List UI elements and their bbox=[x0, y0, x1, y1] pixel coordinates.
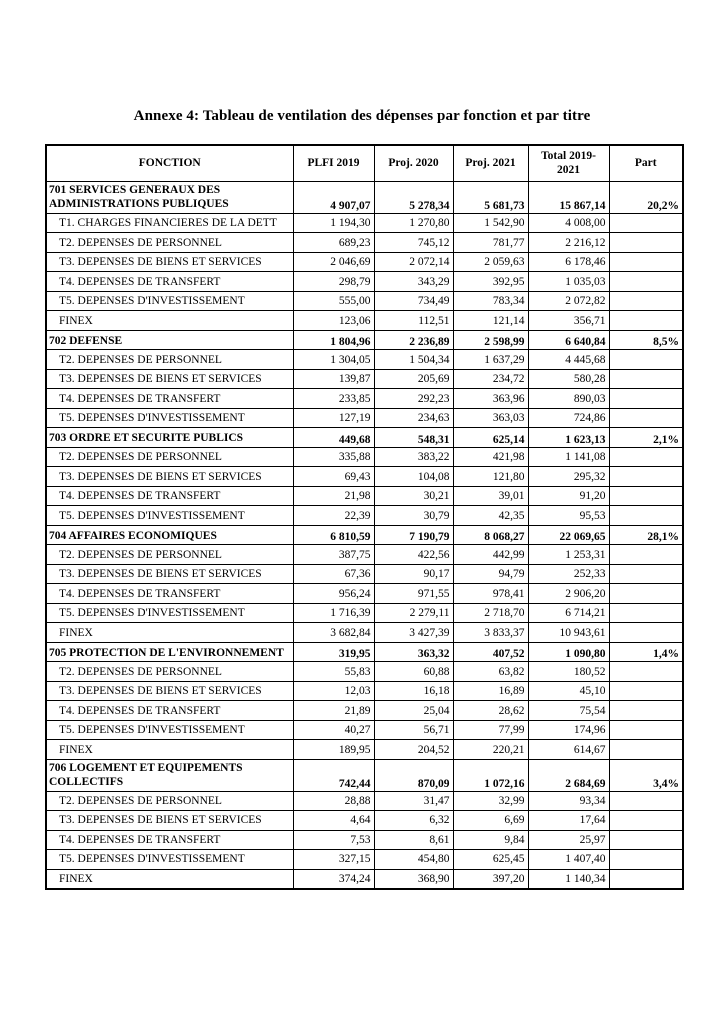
value-plfi-2019: 1 716,39 bbox=[293, 603, 374, 623]
value-part bbox=[609, 701, 683, 721]
value-part bbox=[609, 272, 683, 292]
value-proj-2020: 25,04 bbox=[374, 701, 453, 721]
row-label: T2. DEPENSES DE PERSONNEL bbox=[46, 233, 293, 253]
value-part bbox=[609, 291, 683, 311]
value-total: 25,97 bbox=[528, 830, 609, 850]
value-proj-2021: 978,41 bbox=[453, 584, 528, 604]
value-total: 1 141,08 bbox=[528, 447, 609, 467]
value-part bbox=[609, 869, 683, 889]
value-total: 2 906,20 bbox=[528, 584, 609, 604]
row-label: T5. DEPENSES D'INVESTISSEMENT bbox=[46, 408, 293, 428]
value-proj-2020: 1 270,80 bbox=[374, 213, 453, 233]
value-proj-2020: 7 190,79 bbox=[374, 525, 453, 545]
value-proj-2021: 1 637,29 bbox=[453, 350, 528, 370]
row-label: 703 ORDRE ET SECURITE PUBLICS bbox=[46, 428, 293, 448]
value-proj-2020: 343,29 bbox=[374, 272, 453, 292]
table-row bbox=[46, 850, 683, 870]
value-plfi-2019: 4,64 bbox=[293, 811, 374, 831]
column-header-part: Part bbox=[609, 145, 683, 182]
value-total: 580,28 bbox=[528, 369, 609, 389]
value-proj-2021: 625,45 bbox=[453, 850, 528, 870]
value-part bbox=[609, 681, 683, 701]
table-row bbox=[46, 369, 683, 389]
table-row bbox=[46, 291, 683, 311]
row-label: T2. DEPENSES DE PERSONNEL bbox=[46, 350, 293, 370]
value-proj-2021: 625,14 bbox=[453, 428, 528, 448]
value-part bbox=[609, 811, 683, 831]
value-proj-2021: 63,82 bbox=[453, 662, 528, 682]
row-label: 706 LOGEMENT ET EQUIPEMENTS COLLECTIFS bbox=[46, 759, 293, 791]
value-part bbox=[609, 369, 683, 389]
value-part bbox=[609, 213, 683, 233]
value-plfi-2019: 55,83 bbox=[293, 662, 374, 682]
table-row bbox=[46, 389, 683, 409]
value-plfi-2019: 298,79 bbox=[293, 272, 374, 292]
value-proj-2021: 28,62 bbox=[453, 701, 528, 721]
value-proj-2021: 5 681,73 bbox=[453, 182, 528, 214]
value-plfi-2019: 742,44 bbox=[293, 759, 374, 791]
value-proj-2020: 1 504,34 bbox=[374, 350, 453, 370]
value-proj-2021: 6,69 bbox=[453, 811, 528, 831]
value-total: 4 445,68 bbox=[528, 350, 609, 370]
value-total: 1 035,03 bbox=[528, 272, 609, 292]
value-plfi-2019: 22,39 bbox=[293, 506, 374, 526]
value-proj-2020: 454,80 bbox=[374, 850, 453, 870]
value-proj-2021: 32,99 bbox=[453, 791, 528, 811]
value-plfi-2019: 956,24 bbox=[293, 584, 374, 604]
row-label: T2. DEPENSES DE PERSONNEL bbox=[46, 447, 293, 467]
table-row bbox=[46, 182, 683, 214]
value-total: 2 072,82 bbox=[528, 291, 609, 311]
value-part bbox=[609, 389, 683, 409]
value-plfi-2019: 67,36 bbox=[293, 564, 374, 584]
value-proj-2020: 31,47 bbox=[374, 791, 453, 811]
value-part bbox=[609, 584, 683, 604]
value-proj-2021: 39,01 bbox=[453, 486, 528, 506]
value-proj-2020: 112,51 bbox=[374, 311, 453, 331]
value-total: 2 216,12 bbox=[528, 233, 609, 253]
value-total: 93,34 bbox=[528, 791, 609, 811]
value-proj-2020: 2 279,11 bbox=[374, 603, 453, 623]
table-row bbox=[46, 642, 683, 662]
value-proj-2020: 2 072,14 bbox=[374, 252, 453, 272]
value-proj-2020: 6,32 bbox=[374, 811, 453, 831]
value-plfi-2019: 335,88 bbox=[293, 447, 374, 467]
page-title: Annexe 4: Tableau de ventilation des dépenses par fonction et par titre bbox=[133, 108, 591, 124]
value-total: 1 253,31 bbox=[528, 545, 609, 565]
value-proj-2020: 8,61 bbox=[374, 830, 453, 850]
value-total: 6 178,46 bbox=[528, 252, 609, 272]
value-part bbox=[609, 486, 683, 506]
table-row bbox=[46, 830, 683, 850]
value-proj-2020: 368,90 bbox=[374, 869, 453, 889]
value-plfi-2019: 21,89 bbox=[293, 701, 374, 721]
row-label: 702 DEFENSE bbox=[46, 330, 293, 350]
row-label: T3. DEPENSES DE BIENS ET SERVICES bbox=[46, 252, 293, 272]
value-proj-2020: 30,21 bbox=[374, 486, 453, 506]
row-label: T2. DEPENSES DE PERSONNEL bbox=[46, 545, 293, 565]
value-total: 45,10 bbox=[528, 681, 609, 701]
value-proj-2020: 292,23 bbox=[374, 389, 453, 409]
row-label: T4. DEPENSES DE TRANSFERT bbox=[46, 701, 293, 721]
value-plfi-2019: 387,75 bbox=[293, 545, 374, 565]
value-plfi-2019: 139,87 bbox=[293, 369, 374, 389]
table-row bbox=[46, 623, 683, 643]
value-proj-2020: 16,18 bbox=[374, 681, 453, 701]
value-proj-2020: 745,12 bbox=[374, 233, 453, 253]
value-part bbox=[609, 830, 683, 850]
value-plfi-2019: 449,68 bbox=[293, 428, 374, 448]
table-row bbox=[46, 330, 683, 350]
column-header-plfi-2019: PLFI 2019 bbox=[293, 145, 374, 182]
value-proj-2021: 442,99 bbox=[453, 545, 528, 565]
value-proj-2021: 2 598,99 bbox=[453, 330, 528, 350]
table-row bbox=[46, 447, 683, 467]
header-row bbox=[46, 145, 683, 182]
table-row bbox=[46, 811, 683, 831]
value-proj-2021: 421,98 bbox=[453, 447, 528, 467]
value-proj-2021: 781,77 bbox=[453, 233, 528, 253]
value-part bbox=[609, 720, 683, 740]
value-proj-2021: 1 542,90 bbox=[453, 213, 528, 233]
value-proj-2021: 783,34 bbox=[453, 291, 528, 311]
value-plfi-2019: 689,23 bbox=[293, 233, 374, 253]
value-plfi-2019: 1 804,96 bbox=[293, 330, 374, 350]
row-label: T5. DEPENSES D'INVESTISSEMENT bbox=[46, 850, 293, 870]
value-total: 356,71 bbox=[528, 311, 609, 331]
table-row bbox=[46, 506, 683, 526]
value-proj-2021: 121,14 bbox=[453, 311, 528, 331]
value-part bbox=[609, 311, 683, 331]
table-row bbox=[46, 428, 683, 448]
row-label: T5. DEPENSES D'INVESTISSEMENT bbox=[46, 720, 293, 740]
value-part bbox=[609, 350, 683, 370]
value-total: 4 008,00 bbox=[528, 213, 609, 233]
value-total: 75,54 bbox=[528, 701, 609, 721]
value-proj-2020: 971,55 bbox=[374, 584, 453, 604]
row-label: FINEX bbox=[46, 869, 293, 889]
value-proj-2020: 60,88 bbox=[374, 662, 453, 682]
value-part bbox=[609, 408, 683, 428]
value-proj-2021: 8 068,27 bbox=[453, 525, 528, 545]
row-label: FINEX bbox=[46, 740, 293, 760]
value-total: 22 069,65 bbox=[528, 525, 609, 545]
value-proj-2020: 5 278,34 bbox=[374, 182, 453, 214]
value-plfi-2019: 6 810,59 bbox=[293, 525, 374, 545]
value-total: 1 623,13 bbox=[528, 428, 609, 448]
value-plfi-2019: 3 682,84 bbox=[293, 623, 374, 643]
table-row bbox=[46, 759, 683, 791]
value-proj-2020: 90,17 bbox=[374, 564, 453, 584]
row-label: T3. DEPENSES DE BIENS ET SERVICES bbox=[46, 467, 293, 487]
row-label: 705 PROTECTION DE L'ENVIRONNEMENT bbox=[46, 642, 293, 662]
value-proj-2021: 16,89 bbox=[453, 681, 528, 701]
value-proj-2021: 2 718,70 bbox=[453, 603, 528, 623]
row-label: FINEX bbox=[46, 311, 293, 331]
column-header-total: Total 2019-2021 bbox=[528, 145, 609, 182]
table-row bbox=[46, 252, 683, 272]
row-label: T4. DEPENSES DE TRANSFERT bbox=[46, 272, 293, 292]
value-plfi-2019: 327,15 bbox=[293, 850, 374, 870]
value-part: 1,4% bbox=[609, 642, 683, 662]
value-plfi-2019: 374,24 bbox=[293, 869, 374, 889]
value-part bbox=[609, 850, 683, 870]
value-total: 1 140,34 bbox=[528, 869, 609, 889]
row-label: T5. DEPENSES D'INVESTISSEMENT bbox=[46, 603, 293, 623]
value-proj-2020: 383,22 bbox=[374, 447, 453, 467]
value-proj-2020: 204,52 bbox=[374, 740, 453, 760]
value-plfi-2019: 7,53 bbox=[293, 830, 374, 850]
value-part: 20,2% bbox=[609, 182, 683, 214]
column-header-proj-2021: Proj. 2021 bbox=[453, 145, 528, 182]
value-proj-2021: 2 059,63 bbox=[453, 252, 528, 272]
value-total: 17,64 bbox=[528, 811, 609, 831]
table-row bbox=[46, 486, 683, 506]
value-plfi-2019: 4 907,07 bbox=[293, 182, 374, 214]
table-row bbox=[46, 272, 683, 292]
table-row bbox=[46, 701, 683, 721]
value-proj-2021: 363,96 bbox=[453, 389, 528, 409]
value-proj-2021: 234,72 bbox=[453, 369, 528, 389]
expense-ventilation-table bbox=[45, 144, 684, 890]
value-proj-2020: 734,49 bbox=[374, 291, 453, 311]
value-part bbox=[609, 506, 683, 526]
value-proj-2021: 42,35 bbox=[453, 506, 528, 526]
row-label: T2. DEPENSES DE PERSONNEL bbox=[46, 791, 293, 811]
value-plfi-2019: 555,00 bbox=[293, 291, 374, 311]
table-row bbox=[46, 467, 683, 487]
value-proj-2020: 104,08 bbox=[374, 467, 453, 487]
value-plfi-2019: 127,19 bbox=[293, 408, 374, 428]
value-part bbox=[609, 623, 683, 643]
value-part bbox=[609, 447, 683, 467]
table-row bbox=[46, 603, 683, 623]
row-label: T4. DEPENSES DE TRANSFERT bbox=[46, 584, 293, 604]
value-part bbox=[609, 603, 683, 623]
value-total: 1 090,80 bbox=[528, 642, 609, 662]
row-label: T4. DEPENSES DE TRANSFERT bbox=[46, 389, 293, 409]
value-total: 10 943,61 bbox=[528, 623, 609, 643]
value-total: 1 407,40 bbox=[528, 850, 609, 870]
table-row bbox=[46, 233, 683, 253]
row-label: T3. DEPENSES DE BIENS ET SERVICES bbox=[46, 681, 293, 701]
value-proj-2020: 234,63 bbox=[374, 408, 453, 428]
value-proj-2021: 392,95 bbox=[453, 272, 528, 292]
value-proj-2021: 94,79 bbox=[453, 564, 528, 584]
row-label: 701 SERVICES GENERAUX DES ADMINISTRATIONS PUBLIQUES bbox=[46, 182, 293, 214]
table-row bbox=[46, 720, 683, 740]
row-label: T3. DEPENSES DE BIENS ET SERVICES bbox=[46, 369, 293, 389]
value-total: 6 640,84 bbox=[528, 330, 609, 350]
value-plfi-2019: 69,43 bbox=[293, 467, 374, 487]
value-proj-2021: 220,21 bbox=[453, 740, 528, 760]
value-plfi-2019: 28,88 bbox=[293, 791, 374, 811]
value-proj-2020: 3 427,39 bbox=[374, 623, 453, 643]
table-row bbox=[46, 213, 683, 233]
table-row bbox=[46, 791, 683, 811]
value-proj-2020: 30,79 bbox=[374, 506, 453, 526]
value-total: 180,52 bbox=[528, 662, 609, 682]
value-proj-2021: 363,03 bbox=[453, 408, 528, 428]
column-header-fonction: FONCTION bbox=[46, 145, 293, 182]
row-label: T5. DEPENSES D'INVESTISSEMENT bbox=[46, 291, 293, 311]
row-label: 704 AFFAIRES ECONOMIQUES bbox=[46, 525, 293, 545]
value-part: 2,1% bbox=[609, 428, 683, 448]
table-row bbox=[46, 740, 683, 760]
value-plfi-2019: 1 304,05 bbox=[293, 350, 374, 370]
value-proj-2020: 870,09 bbox=[374, 759, 453, 791]
row-label: T4. DEPENSES DE TRANSFERT bbox=[46, 486, 293, 506]
table-row bbox=[46, 545, 683, 565]
value-part bbox=[609, 791, 683, 811]
value-part: 3,4% bbox=[609, 759, 683, 791]
value-plfi-2019: 189,95 bbox=[293, 740, 374, 760]
value-total: 724,86 bbox=[528, 408, 609, 428]
value-part: 28,1% bbox=[609, 525, 683, 545]
value-plfi-2019: 233,85 bbox=[293, 389, 374, 409]
value-part bbox=[609, 545, 683, 565]
value-proj-2020: 56,71 bbox=[374, 720, 453, 740]
row-label: T2. DEPENSES DE PERSONNEL bbox=[46, 662, 293, 682]
value-total: 295,32 bbox=[528, 467, 609, 487]
table-row bbox=[46, 525, 683, 545]
table-row bbox=[46, 408, 683, 428]
value-plfi-2019: 12,03 bbox=[293, 681, 374, 701]
value-proj-2021: 3 833,37 bbox=[453, 623, 528, 643]
value-proj-2021: 407,52 bbox=[453, 642, 528, 662]
value-proj-2021: 121,80 bbox=[453, 467, 528, 487]
value-plfi-2019: 40,27 bbox=[293, 720, 374, 740]
value-part bbox=[609, 740, 683, 760]
value-part bbox=[609, 564, 683, 584]
value-plfi-2019: 123,06 bbox=[293, 311, 374, 331]
value-part bbox=[609, 662, 683, 682]
value-proj-2020: 422,56 bbox=[374, 545, 453, 565]
value-proj-2020: 205,69 bbox=[374, 369, 453, 389]
row-label: T1. CHARGES FINANCIERES DE LA DETT bbox=[46, 213, 293, 233]
value-plfi-2019: 2 046,69 bbox=[293, 252, 374, 272]
value-total: 174,96 bbox=[528, 720, 609, 740]
value-total: 2 684,69 bbox=[528, 759, 609, 791]
value-total: 6 714,21 bbox=[528, 603, 609, 623]
table-row bbox=[46, 564, 683, 584]
row-label: FINEX bbox=[46, 623, 293, 643]
value-part: 8,5% bbox=[609, 330, 683, 350]
value-part bbox=[609, 252, 683, 272]
value-proj-2020: 548,31 bbox=[374, 428, 453, 448]
value-total: 252,33 bbox=[528, 564, 609, 584]
value-total: 91,20 bbox=[528, 486, 609, 506]
value-proj-2021: 9,84 bbox=[453, 830, 528, 850]
table-row bbox=[46, 869, 683, 889]
row-label: T3. DEPENSES DE BIENS ET SERVICES bbox=[46, 811, 293, 831]
table-row bbox=[46, 681, 683, 701]
value-plfi-2019: 319,95 bbox=[293, 642, 374, 662]
value-total: 614,67 bbox=[528, 740, 609, 760]
table-row bbox=[46, 311, 683, 331]
value-proj-2021: 1 072,16 bbox=[453, 759, 528, 791]
table-row bbox=[46, 584, 683, 604]
value-plfi-2019: 1 194,30 bbox=[293, 213, 374, 233]
row-label: T3. DEPENSES DE BIENS ET SERVICES bbox=[46, 564, 293, 584]
value-total: 95,53 bbox=[528, 506, 609, 526]
value-proj-2021: 77,99 bbox=[453, 720, 528, 740]
value-proj-2020: 363,32 bbox=[374, 642, 453, 662]
row-label: T5. DEPENSES D'INVESTISSEMENT bbox=[46, 506, 293, 526]
value-proj-2020: 2 236,89 bbox=[374, 330, 453, 350]
value-total: 890,03 bbox=[528, 389, 609, 409]
row-label: T4. DEPENSES DE TRANSFERT bbox=[46, 830, 293, 850]
value-total: 15 867,14 bbox=[528, 182, 609, 214]
table-row bbox=[46, 350, 683, 370]
value-proj-2021: 397,20 bbox=[453, 869, 528, 889]
value-part bbox=[609, 233, 683, 253]
value-part bbox=[609, 467, 683, 487]
value-plfi-2019: 21,98 bbox=[293, 486, 374, 506]
table-row bbox=[46, 662, 683, 682]
column-header-proj-2020: Proj. 2020 bbox=[374, 145, 453, 182]
